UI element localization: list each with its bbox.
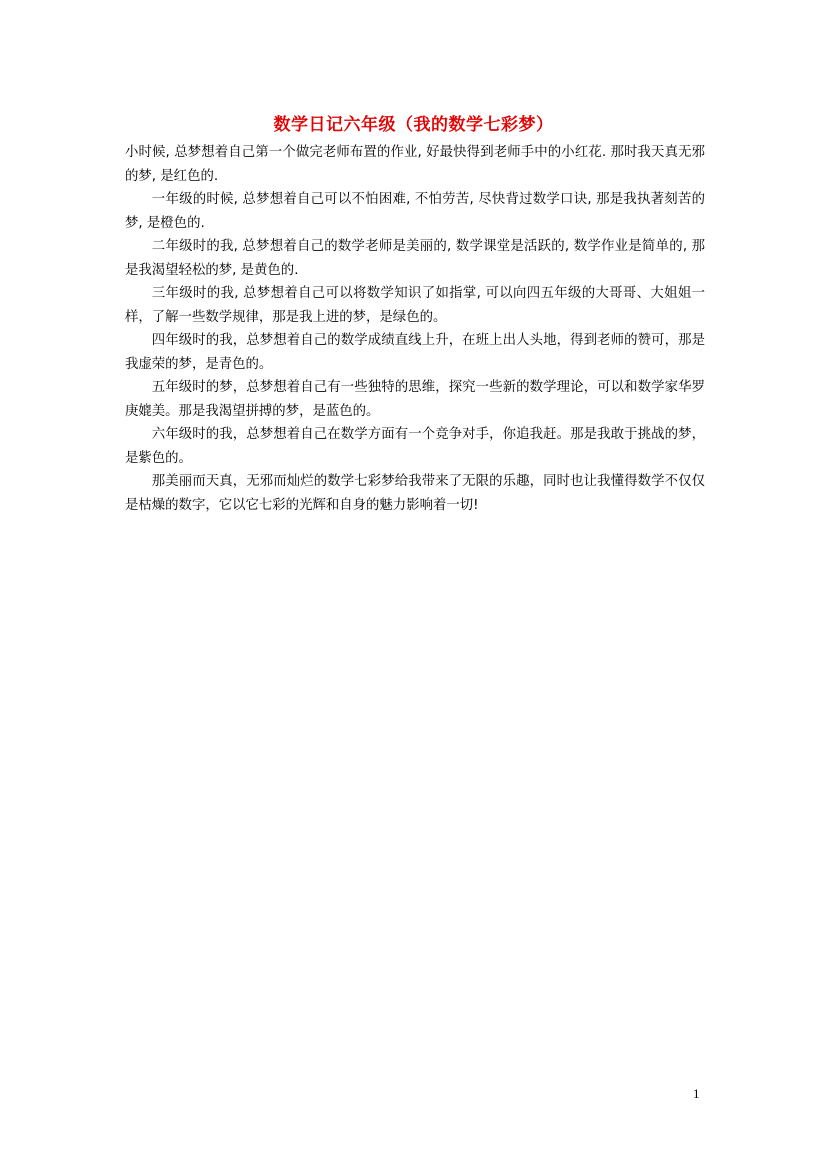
paragraph-grade-4: 四年级时的我，总梦想着自己的数学成绩直线上升，在班上出人头地，得到老师的赞可，那是我虚荣的梦，是青色的。 [125, 333, 705, 372]
paragraph-childhood: 小时候, 总梦想着自己第一个做完老师布置的作业, 好最快得到老师手中的小红花. 那时我天真无邪的梦, 是红色的. [125, 145, 705, 184]
paragraph-conclusion: 那美丽而天真，无邪而灿烂的数学七彩梦给我带来了无限的乐趣，同时也让我懂得数学不仅仅是枯燥的数字，它以它七彩的光辉和自身的魅力影响着一切! [125, 474, 705, 513]
paragraph-grade-3: 三年级时的我, 总梦想着自己可以将数学知识了如指掌, 可以向四五年级的大哥哥、大姐姐一样，了解一些数学规律，那是我上进的梦，是绿色的。 [125, 286, 705, 325]
paragraph-grade-1: 一年级的时候, 总梦想着自己可以不怕困难, 不怕劳苦, 尽快背过数学口诀, 那是我执著刻苦的梦, 是橙色的. [125, 192, 705, 231]
document-title: 数学日记六年级（我的数学七彩梦） [273, 115, 554, 135]
paragraph-grade-5: 五年级时的梦，总梦想着自己有一些独特的思维，探究一些新的数学理论，可以和数学家华罗庚媲美。那是我渴望拼搏的梦，是蓝色的。 [125, 380, 705, 419]
document-body [125, 141, 705, 517]
page-number: 1 [693, 1086, 700, 1101]
paragraph-grade-2: 二年级时的我, 总梦想着自己的数学老师是美丽的, 数学课堂是活跃的, 数学作业是简单的, 那是我渴望轻松的梦, 是黄色的. [125, 239, 705, 278]
paragraph-grade-6: 六年级时的我，总梦想着自己在数学方面有一个竞争对手，你追我赶。那是我敢于挑战的梦，是紫色的。 [125, 427, 705, 466]
